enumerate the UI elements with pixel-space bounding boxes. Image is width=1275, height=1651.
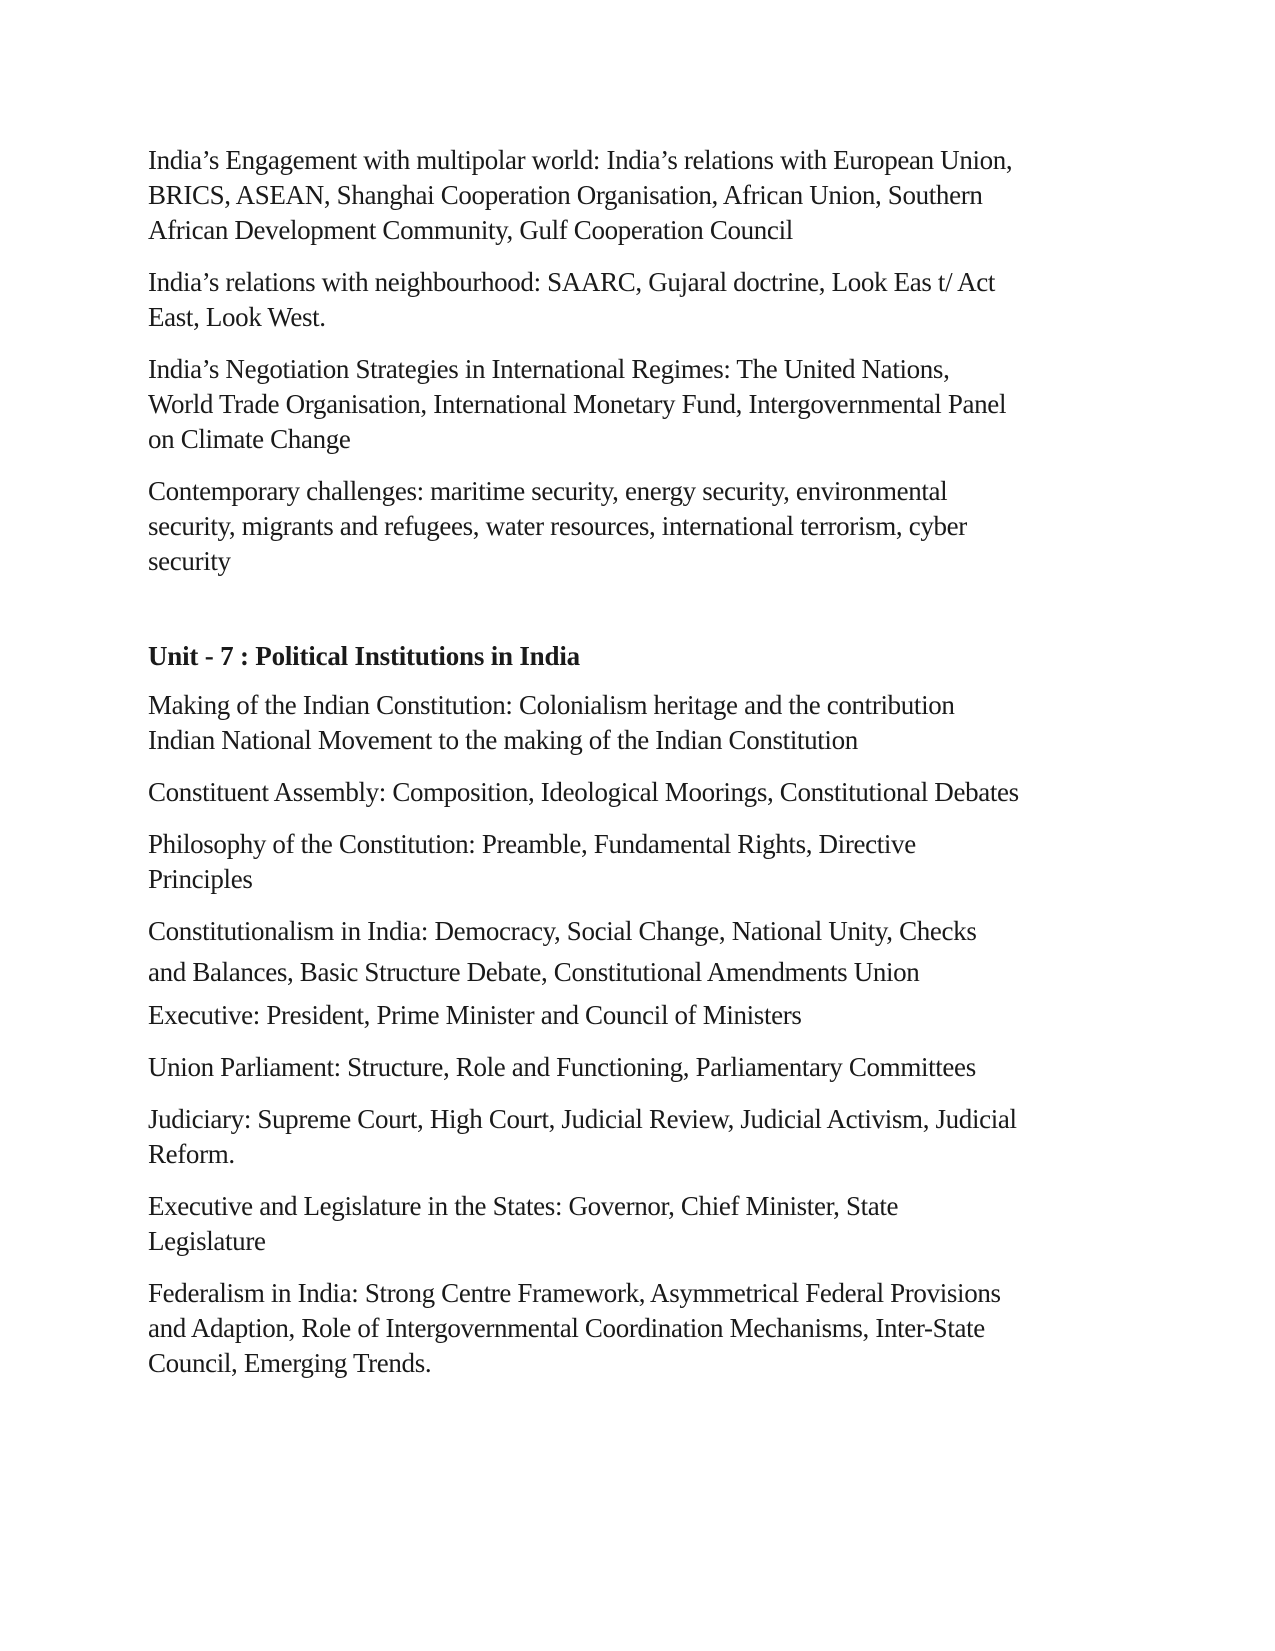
paragraph-neighbourhood-relations [148,265,1138,335]
text-line: Federalism in India: Strong Centre Framework, Asymmetrical Federal Provisions [148,1278,1001,1308]
text-line: East, Look West. [148,302,326,332]
text-line: BRICS, ASEAN, Shanghai Cooperation Organisation, African Union, Southern [148,180,983,210]
text-line: security, migrants and refugees, water resources, international terrorism, cyber [148,511,967,541]
paragraph-making-of-constitution [148,688,1138,758]
document-page [148,143,1138,1398]
text-line: Constitutionalism in India: Democracy, Social Change, National Unity, Checks [148,916,977,946]
paragraph-state-executive-legislature [148,1189,1138,1259]
text-line: Legislature [148,1226,266,1256]
paragraph-negotiation-strategies [148,352,1138,457]
text-line: on Climate Change [148,424,351,454]
text-line: Principles [148,864,253,894]
text-line: Philosophy of the Constitution: Preamble, Fundamental Rights, Directive [148,829,916,859]
unit-heading: Unit - 7 : Political Institutions in India [148,641,580,671]
text-line: African Development Community, Gulf Cooperation Council [148,215,793,245]
paragraph-constituent-assembly [148,775,1138,810]
text-line: India’s Negotiation Strategies in International Regimes: The United Nations, [148,354,950,384]
text-line: Reform. [148,1139,235,1169]
text-line: Judiciary: Supreme Court, High Court, Judicial Review, Judicial Activism, Judicial [148,1104,1017,1134]
text-line: Contemporary challenges: maritime security, energy security, environmental [148,476,948,506]
text-line: and Adaption, Role of Intergovernmental Coordination Mechanisms, Inter-State [148,1313,985,1343]
text-line: India’s relations with neighbourhood: SAARC, Gujaral doctrine, Look Eas t/ Act [148,267,996,297]
text-line: Making of the Indian Constitution: Colonialism heritage and the contribution [148,690,955,720]
paragraph-contemporary-challenges [148,474,1138,579]
text-line: World Trade Organisation, International Monetary Fund, Intergovernmental Panel [148,389,1007,419]
text-line: and Balances, Basic Structure Debate, Constitutional Amendments Union [148,957,920,987]
paragraph-federalism [148,1276,1138,1381]
paragraph-union-parliament [148,1050,1138,1085]
paragraph-judiciary [148,1102,1138,1172]
text-line: Union Parliament: Structure, Role and Functioning, Parliamentary Committees [148,1052,976,1082]
text-line: Indian National Movement to the making of the Indian Constitution [148,725,858,755]
text-line: Executive: President, Prime Minister and Council of Ministers [148,1000,802,1030]
paragraph-constitutionalism [148,914,1138,949]
paragraph-philosophy-of-constitution [148,827,1138,897]
text-line: Executive and Legislature in the States: Governor, Chief Minister, State [148,1191,899,1221]
paragraph-checks-and-balances [148,955,1138,1033]
text-line: security [148,546,231,576]
text-line: Constituent Assembly: Composition, Ideological Moorings, Constitutional Debates [148,777,1019,807]
text-line: India’s Engagement with multipolar world: India’s relations with European Union, [148,145,1013,175]
text-line: Council, Emerging Trends. [148,1348,432,1378]
paragraph-multipolar-engagement [148,143,1138,248]
